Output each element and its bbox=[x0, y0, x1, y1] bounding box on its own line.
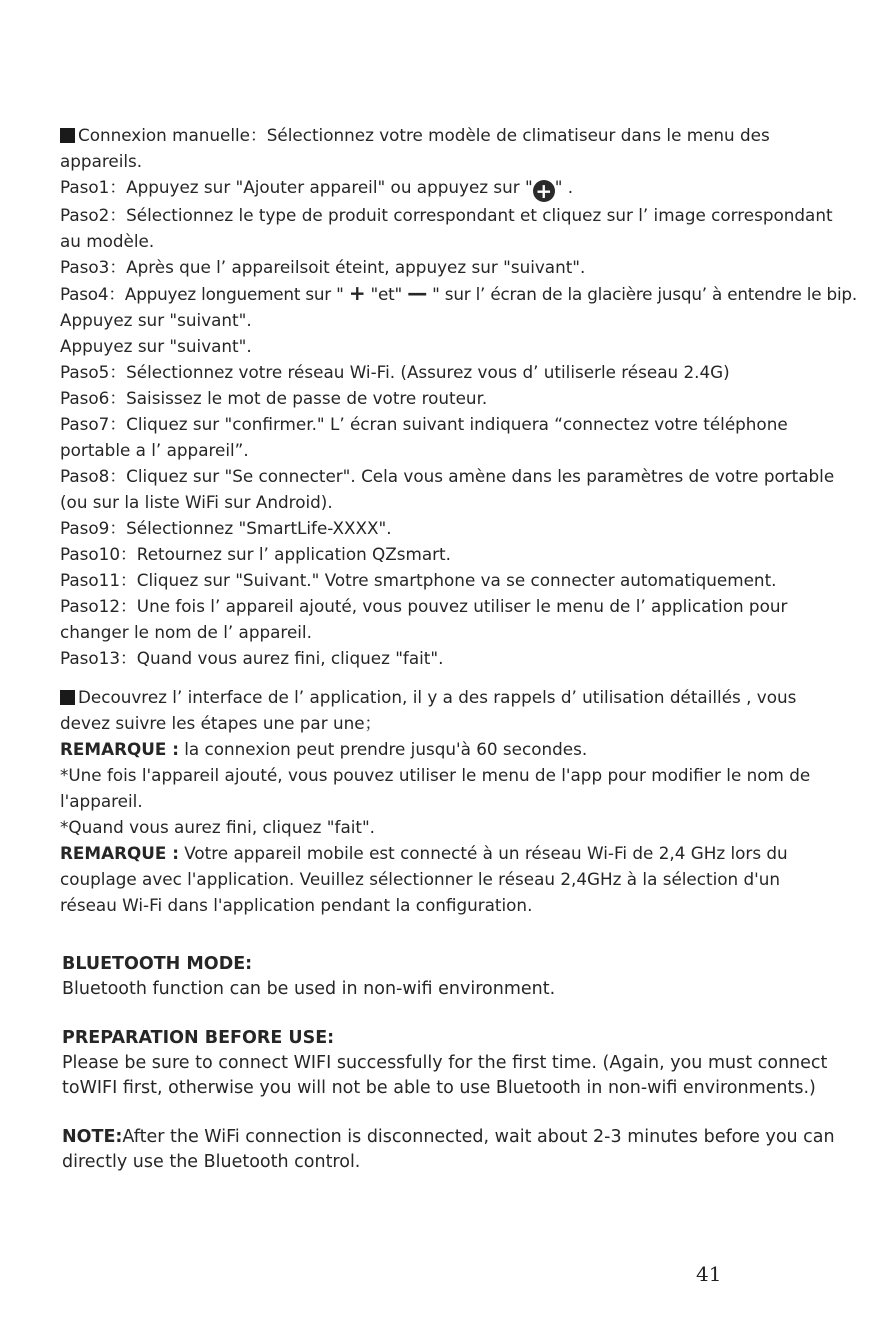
bluetooth-note: NOTE:After the WiFi connection is disconnected, wait about 2-3 minutes before you can bbox=[62, 1127, 835, 1147]
manual-connection-section: Connexion manuelle：Sélectionnez votre modèle de climatiseur dans le menu des appareils. Paso1：Appuyez sur "Ajouter appareil" ou appuyez sur " + " . Paso2：Sélectionnez le type de produit correspondant et cliquez sur l’ image correspondant au modèle. Paso3：Après que l’ appareilsoit éteint, appuyez sur "suivant". Paso4：Appuyez longuement sur " + "et" — " sur l’ écran de la glacière jusqu’ à entendre le bip. Appuyez sur "suivant". Appuyez sur "suivant". Paso5：Sélectionnez votre réseau Wi-Fi. (Assurez vous d’ utiliserle réseau 2.4G) Paso6：Saisissez le mot de passe de votre routeur. Paso7：Cliquez sur "confirmer." L’ écran suivant indiquera “connectez votre téléphone portable a l’ appareil”. Paso8：Cliquez sur "Se connecter". Cela vous amène dans les paramètres de votre portable (ou sur la liste WiFi sur Android). Paso9：Sélectionnez "SmartLife-XXXX". Paso10：Retournez sur l’ application QZsmart. Paso11：Cliquez sur "Suivant." Votre smartphone va se connecter automatiquement. Paso12：Une fois l’ appareil ajouté, vous pouvez utiliser le menu de l’ application pour changer le nom de l’ appareil. Paso13：Quand vous aurez fini, cliquez "fait". bbox=[60, 122, 860, 671]
step-3: Paso3：Après que l’ appareilsoit éteint, appuyez sur "suivant". bbox=[60, 257, 586, 277]
plus-symbol: + bbox=[348, 281, 366, 305]
step-11: Paso11：Cliquez sur "Suivant." Votre smartphone va se connecter automatiquement. bbox=[60, 570, 777, 590]
app-interface-section: Decouvrez l’ interface de l’ application, il y a des rappels d’ utilisation détaillés , vous devez suivre les étapes une par une； REMARQUE : la connexion peut prendre jusqu'à 60 secondes. *Une fois l'appareil ajouté, vous pouvez utiliser le menu de l'app pour modifier le nom de l'appareil. *Quand vous aurez fini, cliquez "fait". REMARQUE : Votre appareil mobile est connecté à un réseau Wi-Fi de 2,4 GHz lors du couplage avec l'application. Veuillez sélectionner le réseau 2,4GHz à la sélection d'un réseau Wi-Fi dans l'application pendant la configuration. bbox=[60, 684, 860, 918]
step-6: Paso6：Saisissez le mot de passe de votre routeur. bbox=[60, 388, 488, 408]
step-5: Paso5：Sélectionnez votre réseau Wi-Fi. (Assurez vous d’ utiliserle réseau 2.4G) bbox=[60, 362, 730, 382]
minus-symbol: — bbox=[407, 281, 427, 305]
bluetooth-mode-heading: BLUETOOTH MODE: bbox=[62, 954, 253, 974]
page-number: 41 bbox=[696, 1262, 722, 1286]
step-13: Paso13：Quand vous aurez fini, cliquez "fait". bbox=[60, 648, 444, 668]
remark-2: REMARQUE : Votre appareil mobile est connecté à un réseau Wi-Fi de 2,4 GHz lors du bbox=[60, 843, 788, 863]
step-12: Paso12：Une fois l’ appareil ajouté, vous pouvez utiliser le menu de l’ application pour bbox=[60, 596, 788, 616]
preparation-heading: PREPARATION BEFORE USE: bbox=[62, 1028, 335, 1048]
step-9: Paso9：Sélectionnez "SmartLife-XXXX". bbox=[60, 518, 392, 538]
square-bullet-icon bbox=[60, 128, 75, 143]
remark-1: REMARQUE : la connexion peut prendre jusqu'à 60 secondes. bbox=[60, 739, 588, 759]
step-8: Paso8：Cliquez sur "Se connecter". Cela vous amène dans les paramètres de votre portable bbox=[60, 466, 835, 486]
bluetooth-section: BLUETOOTH MODE: Bluetooth function can be used in non-wifi environment. PREPARATION BEFORE USE: Please be sure to connect WIFI successfully for the first time. (Again, you must connect toWIFI first, otherwise you will not be able to use Bluetooth in non-wifi environments.) NOTE:After the WiFi connection is disconnected, wait about 2-3 minutes before you can directly use the Bluetooth control. bbox=[62, 952, 862, 1175]
square-bullet-icon bbox=[60, 690, 75, 705]
step-1: Paso1：Appuyez sur "Ajouter appareil" ou appuyez sur " + " . bbox=[60, 177, 574, 203]
step-7: Paso7：Cliquez sur "confirmer." L’ écran suivant indiquera “connectez votre téléphone bbox=[60, 414, 788, 434]
step-2: Paso2：Sélectionnez le type de produit correspondant et cliquez sur l’ image correspondant bbox=[60, 205, 833, 225]
plus-circle-icon: + bbox=[533, 180, 555, 202]
step-10: Paso10：Retournez sur l’ application QZsmart. bbox=[60, 544, 451, 564]
step-4: Paso4：Appuyez longuement sur " + "et" — " sur l’ écran de la glacière jusqu’ à entendre le bip. bbox=[60, 281, 858, 305]
